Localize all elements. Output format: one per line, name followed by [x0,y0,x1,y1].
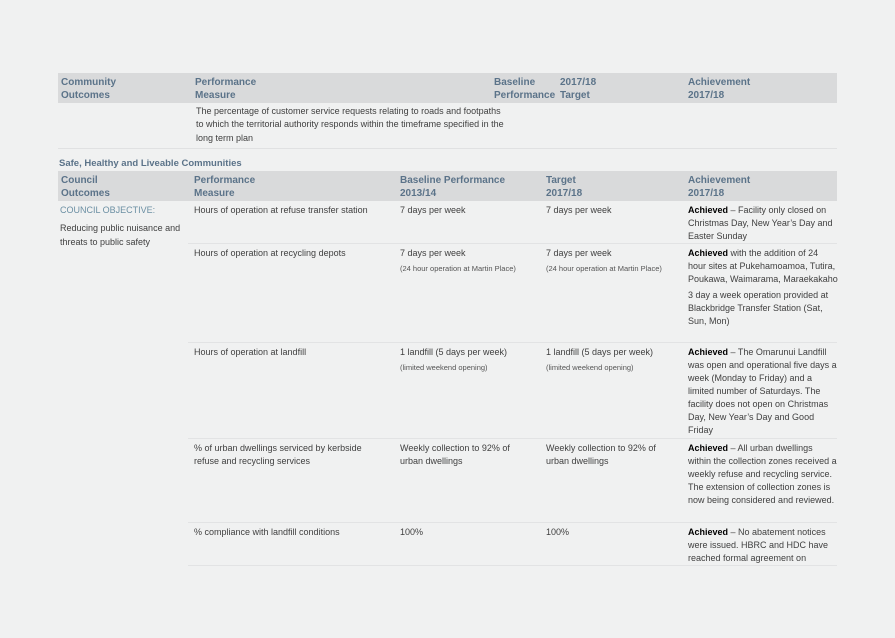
table1-header-outcomes: Community Outcomes [61,77,116,101]
row-achievement: Achieved with the addition of 24 hour sites at Pukehamoamoa, Tutira, Poukawa, Waimarama, Maraekakaho 3 day a week operation provided at Blackbridge Transfer Station (Sat, Sun, Mon) [688,248,838,326]
achievement-status: Achieved [688,205,729,215]
table2-header-target: Target 2017/18 [546,175,583,199]
row-measure: Hours of operation at landfill [194,347,307,357]
table-row [188,343,837,439]
table1-header-measure: Performance Measure [195,77,257,101]
table-row [188,523,837,566]
row-baseline: Weekly collection to 92% of urban dwellings [400,443,510,466]
council-objective [60,204,190,249]
row-target: 7 days per week (24 hour operation at Martin Place) [546,247,686,275]
table2-header-baseline: Baseline Performance 2013/14 [400,175,506,199]
table1-header-achievement: Achievement 2017/18 [688,77,751,101]
achievement-status: Achieved [688,248,729,258]
row-achievement: Achieved – The Omarunui Landfill was open and operational five days a week (Monday to Friday) and a limited number of Saturdays. The facility does not open on Christmas Day, New Year’s Day and Good Friday [688,347,837,435]
objective-label: COUNCIL OBJECTIVE: [60,205,156,215]
target-note: (limited weekend opening) [546,363,634,372]
table-row [188,439,837,523]
row-baseline: 100% [400,527,424,537]
table2-header-outcomes: Council Outcomes [61,175,110,199]
target-note: (24 hour operation at Martin Place) [546,264,662,273]
row-target: 100% [546,527,570,537]
row-target: Weekly collection to 92% of urban dwellings [546,443,656,466]
row-baseline: 7 days per week (24 hour operation at Martin Place) [400,247,540,275]
row-measure: % of urban dwellings serviced by kerbside refuse and recycling services [194,443,362,466]
row-baseline: 1 landfill (5 days per week) (limited weekend opening) [400,346,540,374]
achievement-extra: 3 day a week operation provided at Blackbridge Transfer Station (Sat, Sun, Mon) [688,290,829,326]
section-title: Safe, Healthy and Liveable Communities [59,158,242,169]
baseline-note: (24 hour operation at Martin Place) [400,264,516,273]
row-measure: Hours of operation at recycling depots [194,248,346,258]
row-baseline: 7 days per week [400,205,466,215]
table2-header [58,171,837,201]
row-achievement: Achieved – No abatement notices were issued. HBRC and HDC have reached formal agreement on [688,527,829,563]
table1-header-baseline: Baseline Performance [494,77,556,101]
table-row [188,244,837,343]
table-row [188,201,837,244]
row-measure: % compliance with landfill conditions [194,527,340,537]
row-target: 1 landfill (5 days per week) (limited weekend opening) [546,346,686,374]
table1-header [58,73,837,103]
table2-header-measure: Performance Measure [194,175,256,199]
row-measure: Hours of operation at refuse transfer station [194,205,368,215]
achievement-status: Achieved [688,443,729,453]
table1-header-target: 2017/18 Target [560,77,597,101]
achievement-status: Achieved [688,527,729,537]
row-achievement: Achieved – All urban dwellings within the collection zones received a weekly refuse and recycling service. The extension of collection zones is now being considered and reviewed. [688,443,837,505]
table2-header-achievement: Achievement 2017/18 [688,175,751,199]
row-achievement: Achieved – Facility only closed on Christmas Day, New Year’s Day and Easter Sunday [688,205,833,241]
objective-text: Reducing public nuisance and threats to public safety [60,223,181,247]
row-target: 7 days per week [546,205,612,215]
table1-measure-text: The percentage of customer service requests relating to roads and footpaths to which the territorial authority responds within the timeframe specified in the long term plan [196,106,504,143]
achievement-status: Achieved [688,347,729,357]
baseline-note: (limited weekend opening) [400,363,488,372]
table1-row [58,103,837,149]
